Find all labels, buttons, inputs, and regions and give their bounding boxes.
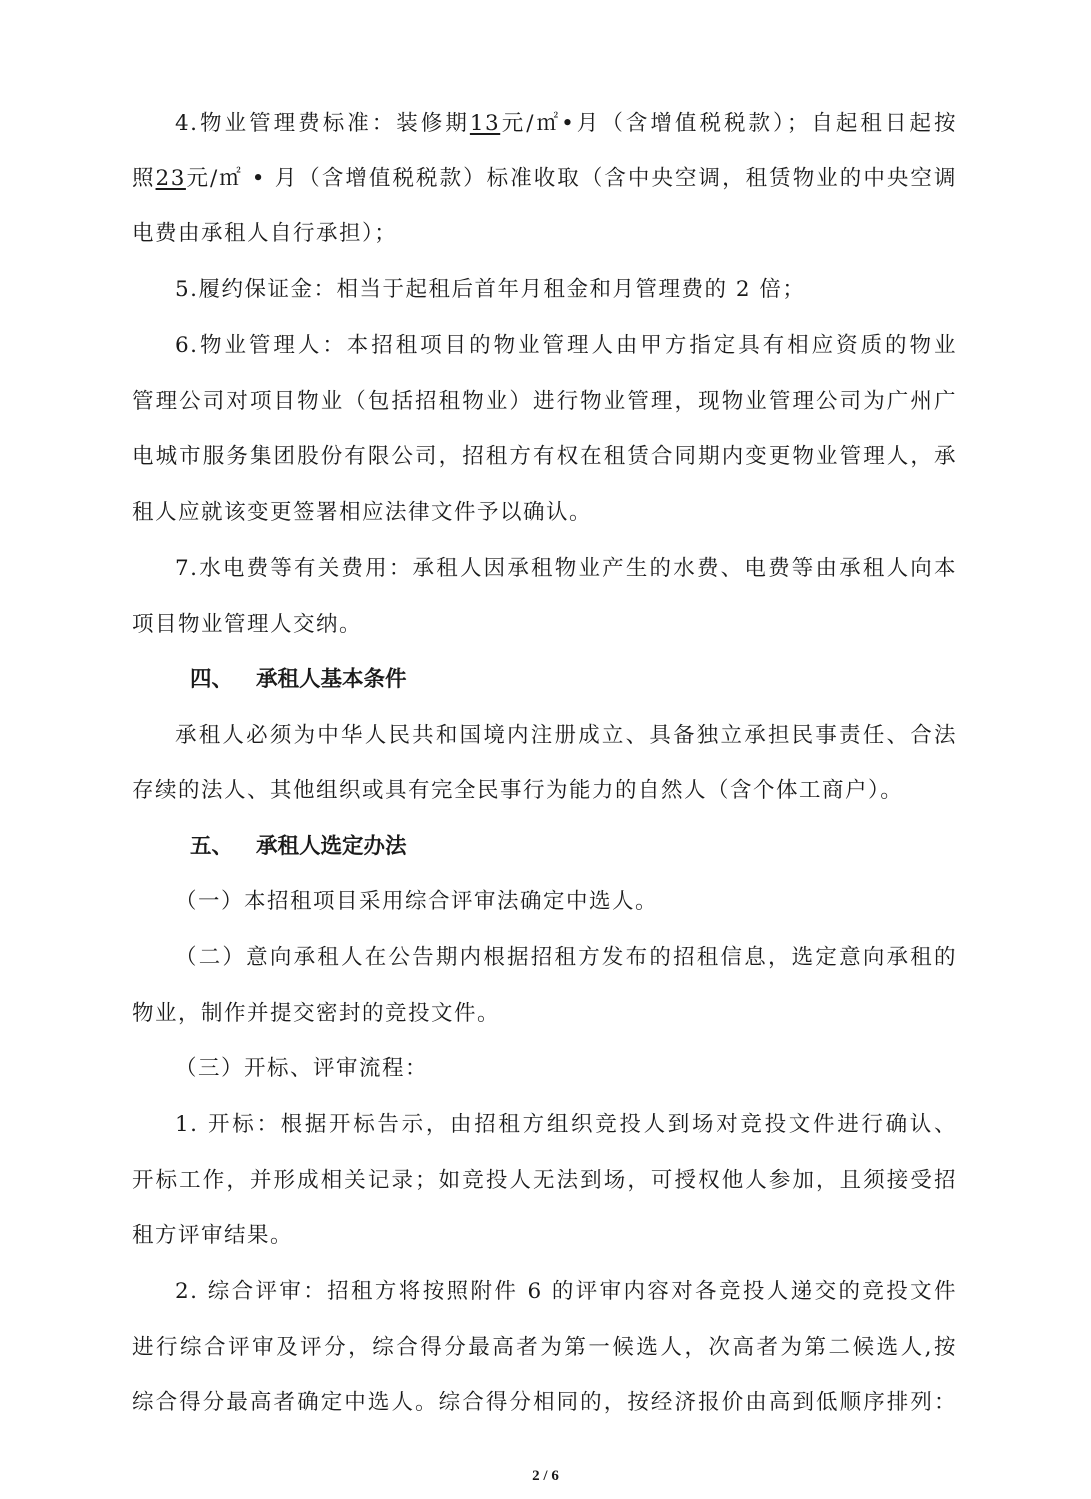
paragraph-line: （二）意向承租人在公告期内根据招租方发布的招租信息，选定意向承租的 (175, 945, 957, 970)
heading-number: 四、 (190, 667, 234, 692)
paragraph-line: 进行综合评审及评分，综合得分最高者为第一候选人，次高者为第二候选人,按 (132, 1335, 957, 1360)
heading-text: 承租人基本条件 (256, 667, 407, 692)
paragraph-line: （一）本招租项目采用综合评审法确定中选人。 (175, 889, 659, 914)
text-fragment: 4.物业管理费标准：装修期 (175, 111, 470, 136)
section-heading-5 (190, 832, 407, 862)
paragraph-line (132, 164, 957, 194)
paragraph-line: 承租人必须为中华人民共和国境内注册成立、具备独立承担民事责任、合法 (175, 723, 957, 748)
paragraph-line: 综合得分最高者确定中选人。综合得分相同的，按经济报价由高到低顺序排列： (132, 1390, 957, 1415)
paragraph-line (175, 109, 957, 139)
paragraph-line: 租方评审结果。 (132, 1223, 294, 1248)
paragraph-line: （三）开标、评审流程： (175, 1056, 429, 1081)
text-fragment: 元/㎡•月（含增值税税款）；自起租日起按 (500, 111, 957, 136)
paragraph-line: 开标工作，并形成相关记录；如竞投人无法到场，可授权他人参加，且须接受招 (132, 1168, 957, 1193)
heading-text: 承租人选定办法 (256, 834, 407, 859)
paragraph-line: 5.履约保证金：相当于起租后首年月租金和月管理费的 2 倍； (175, 277, 806, 302)
paragraph-line: 存续的法人、其他组织或具有完全民事行为能力的自然人（含个体工商户）。 (132, 778, 904, 803)
paragraph-line: 电城市服务集团股份有限公司，招租方有权在租赁合同期内变更物业管理人，承 (132, 444, 957, 469)
paragraph-line: 项目物业管理人交纳。 (132, 612, 363, 637)
text-fragment: 元/㎡ • 月（含增值税税款）标准收取（含中央空调，租赁物业的中央空调 (185, 166, 957, 191)
paragraph-line: 租人应就该变更签署相应法律文件予以确认。 (132, 500, 593, 525)
paragraph-line: 物业，制作并提交密封的竞投文件。 (132, 1001, 501, 1026)
text-fragment: 照 (132, 166, 156, 191)
paragraph-line: 2. 综合评审：招租方将按照附件 6 的评审内容对各竞投人递交的竞投文件 (175, 1279, 957, 1304)
heading-number: 五、 (190, 834, 234, 859)
underlined-value: 23 (155, 166, 186, 191)
page-number: 2 / 6 (532, 1468, 559, 1484)
paragraph-line: 1. 开标：根据开标告示，由招租方组织竞投人到场对竞投文件进行确认、 (175, 1112, 957, 1137)
paragraph-line: 6.物业管理人：本招租项目的物业管理人由甲方指定具有相应资质的物业 (175, 333, 957, 358)
paragraph-line: 电费由承租人自行承担）； (132, 221, 398, 246)
section-heading-4 (190, 665, 407, 695)
underlined-value: 13 (469, 111, 501, 136)
paragraph-line: 7.水电费等有关费用：承租人因承租物业产生的水费、电费等由承租人向本 (175, 556, 957, 581)
paragraph-line: 管理公司对项目物业（包括招租物业）进行物业管理，现物业管理公司为广州广 (132, 389, 957, 414)
